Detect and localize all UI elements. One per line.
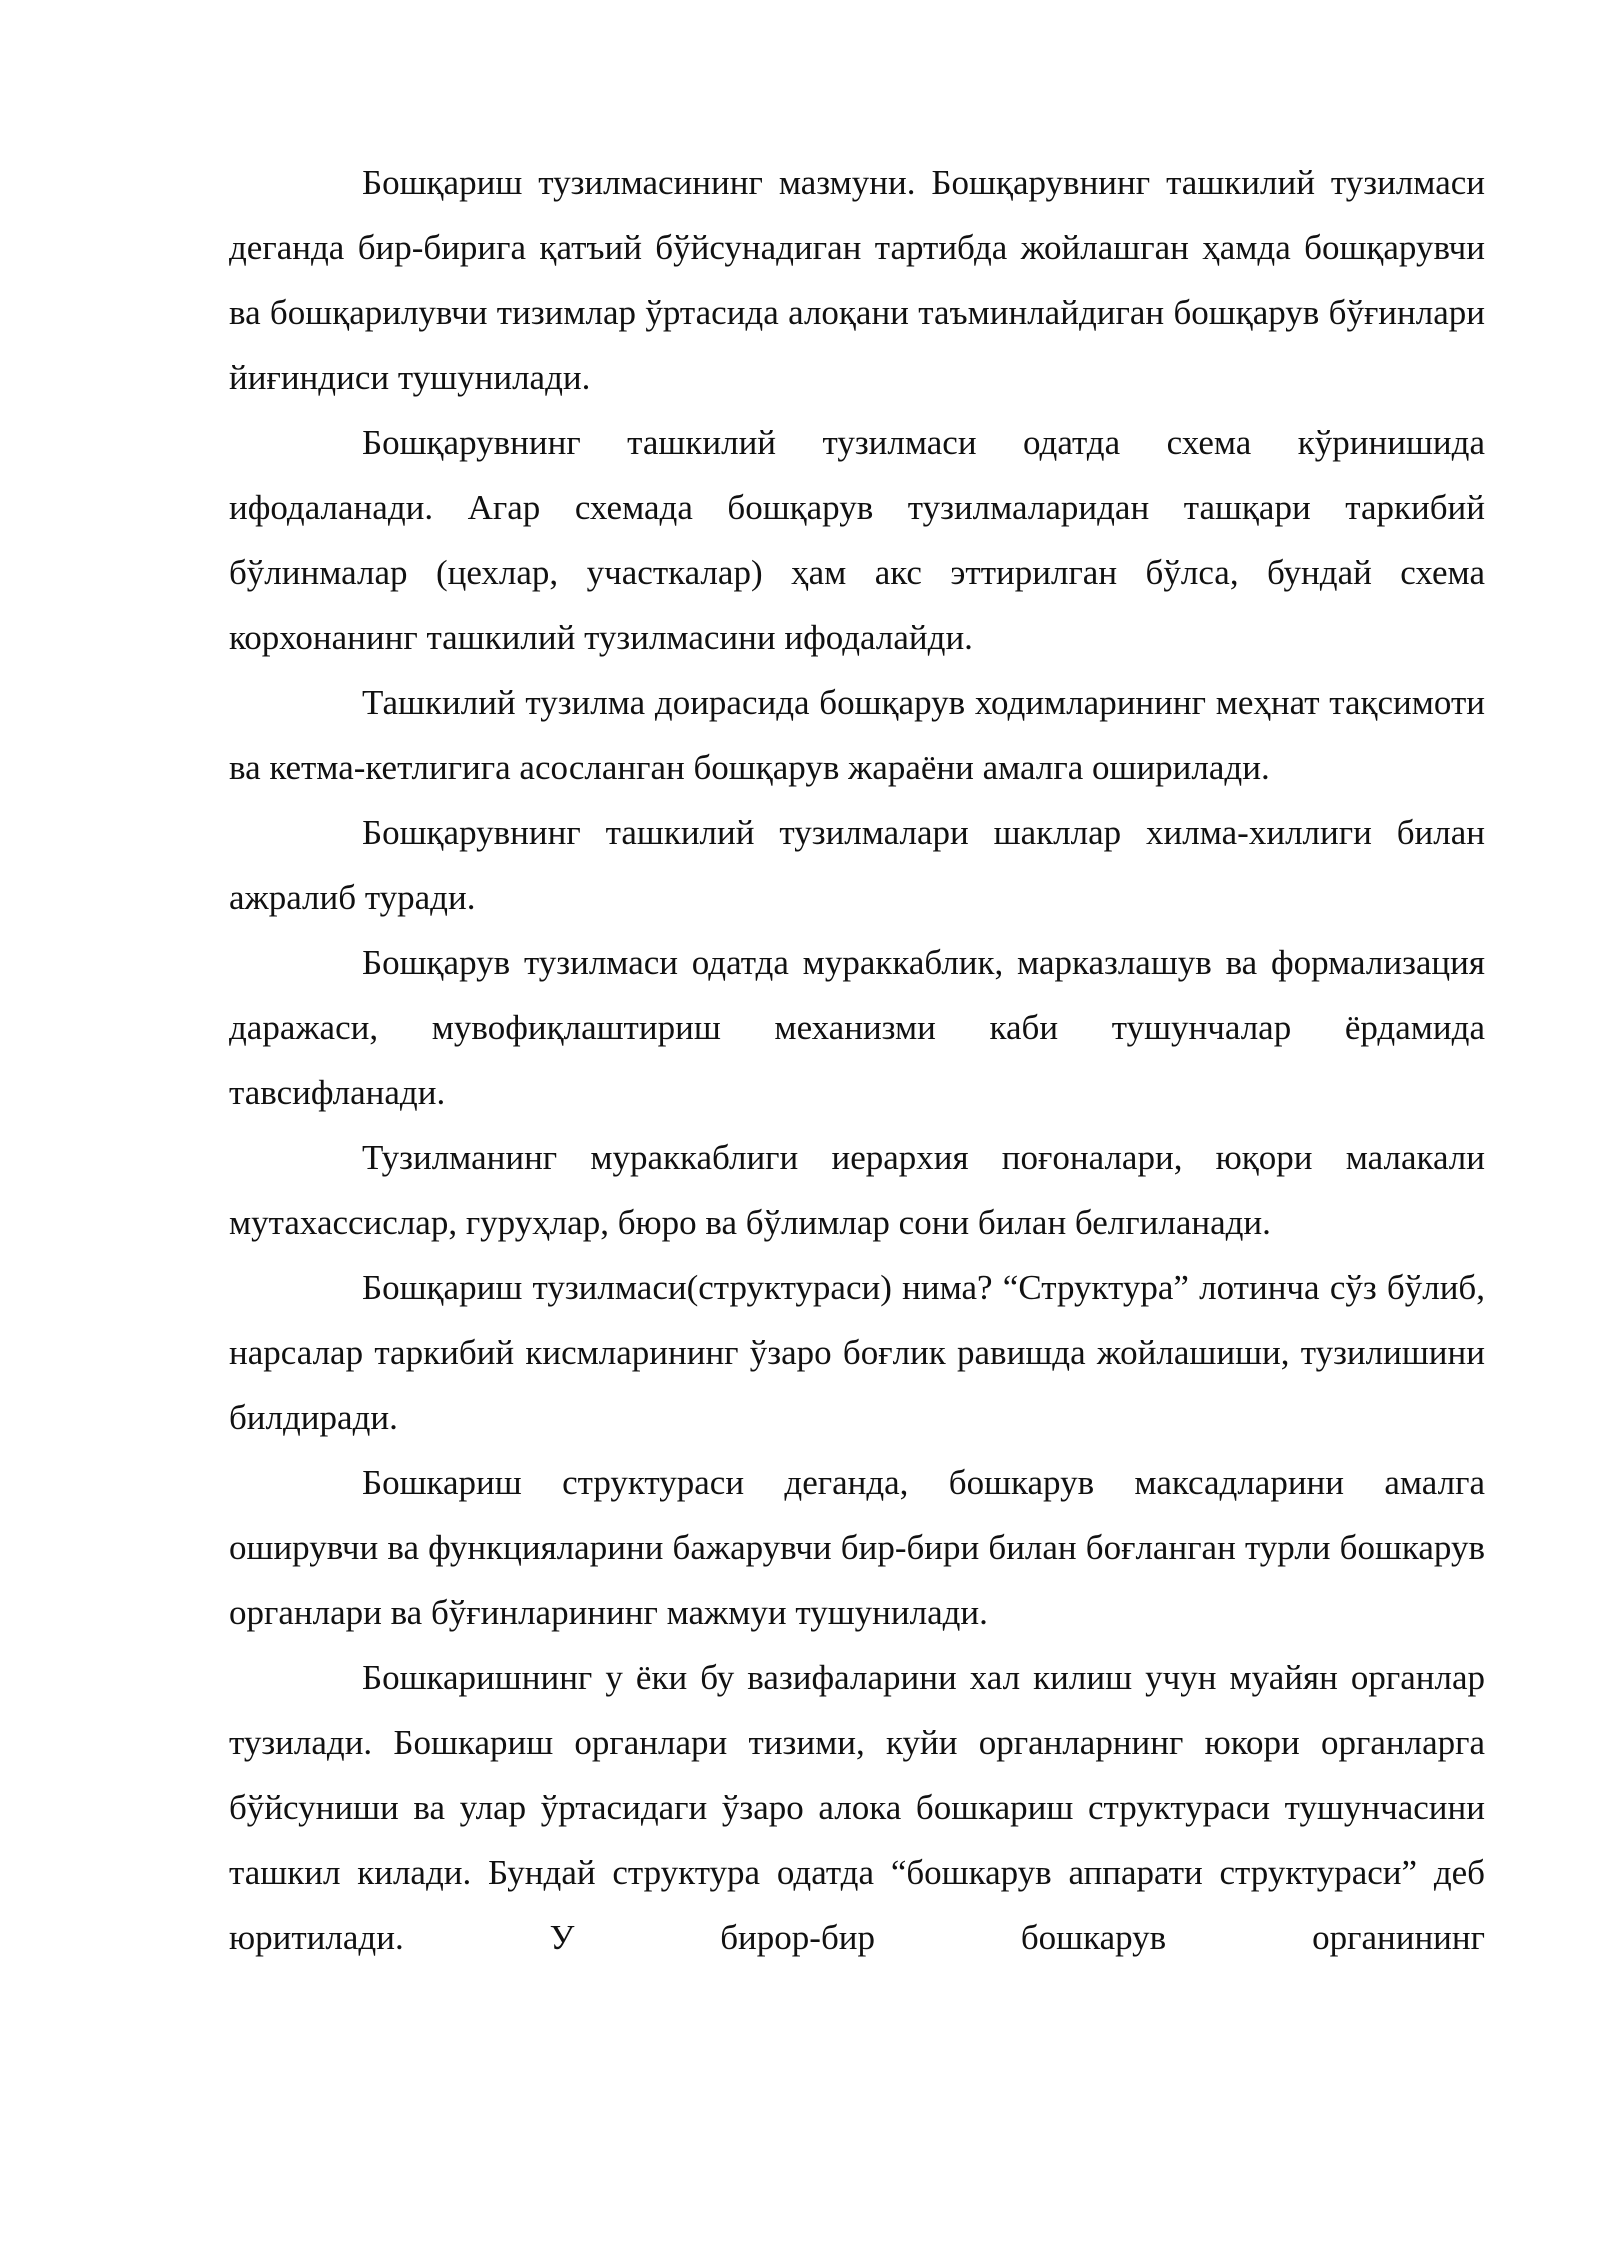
paragraph-4: Бошқарувнинг ташкилий тузилмалари шакллар хилма-хиллиги билан ажралиб туради. xyxy=(229,813,1485,917)
paragraph-7: Бошқариш тузилмаси(структураси) нима? “Структура” лотинча сўз бўлиб, нарсалар таркибий кисмларининг ўзаро боғлик равишда жойлашиши, тузилишини билдиради. xyxy=(229,1268,1485,1437)
paragraph-1: Бошқариш тузилмасининг мазмуни. Бошқарувнинг ташкилий тузилмаси деганда бир-бирига қатъий бўйсунадиган тартибда жойлашган ҳамда бошқарувчи ва бошқарилувчи тизимлар ўртасида алоқани таъминлайдиган бошқарув бўғинлари йиғиндиси тушунилади. xyxy=(229,163,1485,397)
paragraph-2: Бошқарувнинг ташкилий тузилмаси одатда схема кўринишида ифодаланади. Агар схемада бошқарув тузилмаларидан ташқари таркибий бўлинмалар (цехлар, участкалар) ҳам акс эттирилган бўлса, бундай схема корхонанинг ташкилий тузилмасини ифодалайди. xyxy=(229,423,1485,657)
paragraph-6: Тузилманинг мураккаблиги иерархия поғоналари, юқори малакали мутахассислар, гуруҳлар, бюро ва бўлимлар сони билан белгиланади. xyxy=(229,1138,1485,1242)
paragraph-9: Бошкаришнинг у ёки бу вазифаларини хал килиш учун муайян органлар тузилади. Бошкариш органлари тизими, куйи органларнинг юкори органларга бўйсуниши ва улар ўртасидаги ўзаро алока бошкариш структураси тушунчасини ташкил килади. Бундай структура одатда “бошкарув аппарати структураси” деб юритилади. У бирор-бир бошкарув органининг xyxy=(229,1658,1485,1957)
paragraph-3: Ташкилий тузилма доирасида бошқарув ходимларининг меҳнат тақсимоти ва кетма-кетлигига асосланган бошқарув жараёни амалга оширилади. xyxy=(229,683,1485,787)
document-body xyxy=(229,150,1485,1970)
paragraph-5: Бошқарув тузилмаси одатда мураккаблик, марказлашув ва формализация даражаси, мувофиқлаштириш механизми каби тушунчалар ёрдамида тавсифланади. xyxy=(229,943,1485,1112)
paragraph-8: Бошкариш структураси деганда, бошкарув максадларини амалга оширувчи ва функцияларини бажарувчи бир-бири билан боғланган турли бошкарув органлари ва бўғинларининг мажмуи тушунилади. xyxy=(229,1463,1485,1632)
